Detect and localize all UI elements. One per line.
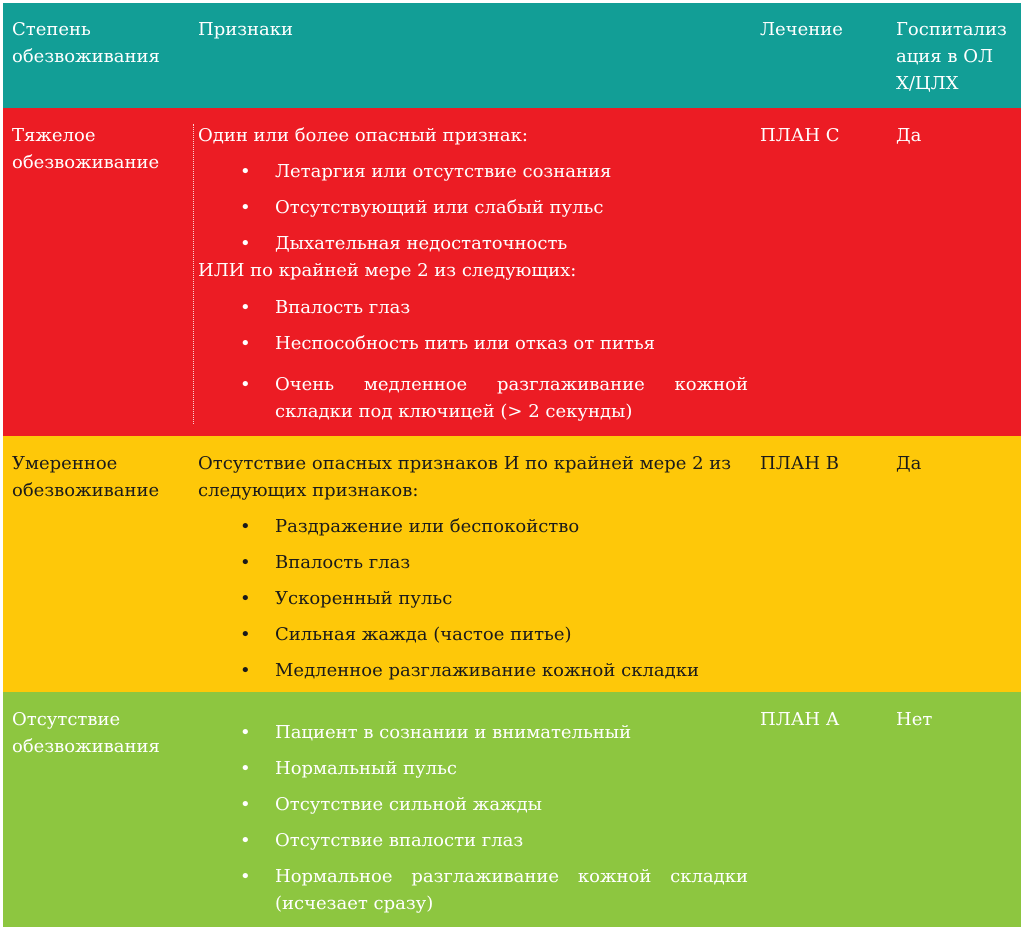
signs-list: [198, 719, 748, 917]
bullet-icon: •: [240, 722, 251, 743]
dehydration-table: [3, 3, 1021, 927]
treatment-severe: ПЛАН С: [760, 125, 840, 146]
header-hospitalization: Госпитализация в ОЛХ/ЦЛХ: [896, 19, 1007, 94]
bullet-icon: •: [240, 516, 251, 537]
list-item-text: Дыхательная недостаточность: [275, 233, 568, 254]
list-item: [198, 194, 748, 221]
list-item-text: Отсутствующий или слабый пульс: [275, 197, 604, 218]
signs-intro: Отсутствие опасных признаков И по крайней мере 2 из следующих признаков:: [198, 453, 732, 501]
list-item-text: Отсутствие впалости глаз: [275, 830, 524, 851]
table-row-none: [3, 692, 1021, 927]
bullet-icon: •: [240, 866, 251, 887]
table-row-moderate: [3, 436, 1021, 692]
list-item-text: Впалость глаз: [275, 552, 411, 573]
list-item-text: Раздражение или беспокойство: [275, 516, 580, 537]
degree-none: Отсутствие обезвоживания: [12, 709, 160, 757]
list-item-text: Отсутствие сильной жажды: [275, 794, 543, 815]
bullet-icon: •: [240, 552, 251, 573]
signs-intro-2: ИЛИ по крайней мере 2 из следующих:: [198, 260, 577, 281]
header-degree: Степень обезвоживания: [12, 19, 160, 67]
list-item-text: Нормальный пульс: [275, 758, 457, 779]
list-item-text: Впалость глаз: [275, 297, 411, 318]
bullet-icon: •: [240, 197, 251, 218]
bullet-icon: •: [240, 660, 251, 681]
bullet-icon: •: [240, 233, 251, 254]
signs-severe: [198, 122, 748, 425]
list-item: [198, 585, 748, 612]
header-treatment: Лечение: [760, 19, 843, 40]
table-row-severe: [3, 108, 1021, 436]
treatment-none: ПЛАН А: [760, 709, 840, 730]
list-item-text: Летаргия или отсутствие сознания: [275, 161, 612, 182]
degree-severe: Тяжелое обезвоживание: [12, 125, 160, 173]
signs-intro: Один или более опасный признак:: [198, 125, 528, 146]
list-item-text: Медленное разглаживание кожной складки: [275, 660, 699, 681]
list-item: [198, 827, 748, 854]
list-item-text: Нормальное разглаживание кожной складки (исчезает сразу): [275, 866, 748, 914]
list-item: [198, 294, 748, 321]
hospital-none: Нет: [896, 709, 933, 730]
list-item: [198, 791, 748, 818]
list-item: [198, 330, 748, 357]
list-item: [198, 371, 748, 425]
list-item: [198, 657, 748, 684]
list-item-text: Ускоренный пульс: [275, 588, 453, 609]
list-item: [198, 863, 748, 917]
list-item: [198, 513, 748, 540]
list-item: [198, 755, 748, 782]
list-item-text: Неспособность пить или отказ от питья: [275, 333, 655, 354]
hospital-severe: Да: [896, 125, 922, 146]
column-divider: [193, 124, 194, 424]
bullet-icon: •: [240, 161, 251, 182]
bullet-icon: •: [240, 830, 251, 851]
list-item: [198, 158, 748, 185]
list-item: [198, 621, 748, 648]
bullet-icon: •: [240, 333, 251, 354]
signs-list: [198, 513, 748, 684]
header-signs: Признаки: [198, 19, 294, 40]
bullet-icon: •: [240, 624, 251, 645]
list-item: [198, 549, 748, 576]
list-item-text: Сильная жажда (частое питье): [275, 624, 572, 645]
bullet-icon: •: [240, 588, 251, 609]
list-item-text: Очень медленное разглаживание кожной складки под ключицей (> 2 секунды): [275, 374, 748, 422]
bullet-icon: •: [240, 794, 251, 815]
signs-list-b: [198, 294, 748, 425]
signs-none: [198, 719, 748, 917]
signs-moderate: [198, 450, 748, 684]
hospital-moderate: Да: [896, 453, 922, 474]
table-header-row: [3, 3, 1021, 108]
treatment-moderate: ПЛАН В: [760, 453, 839, 474]
signs-list-a: [198, 158, 748, 257]
degree-moderate: Умеренное обезвоживание: [12, 453, 160, 501]
bullet-icon: •: [240, 374, 251, 395]
list-item-text: Пациент в сознании и внимательный: [275, 722, 632, 743]
bullet-icon: •: [240, 758, 251, 779]
bullet-icon: •: [240, 297, 251, 318]
list-item: [198, 719, 748, 746]
list-item: [198, 230, 748, 257]
